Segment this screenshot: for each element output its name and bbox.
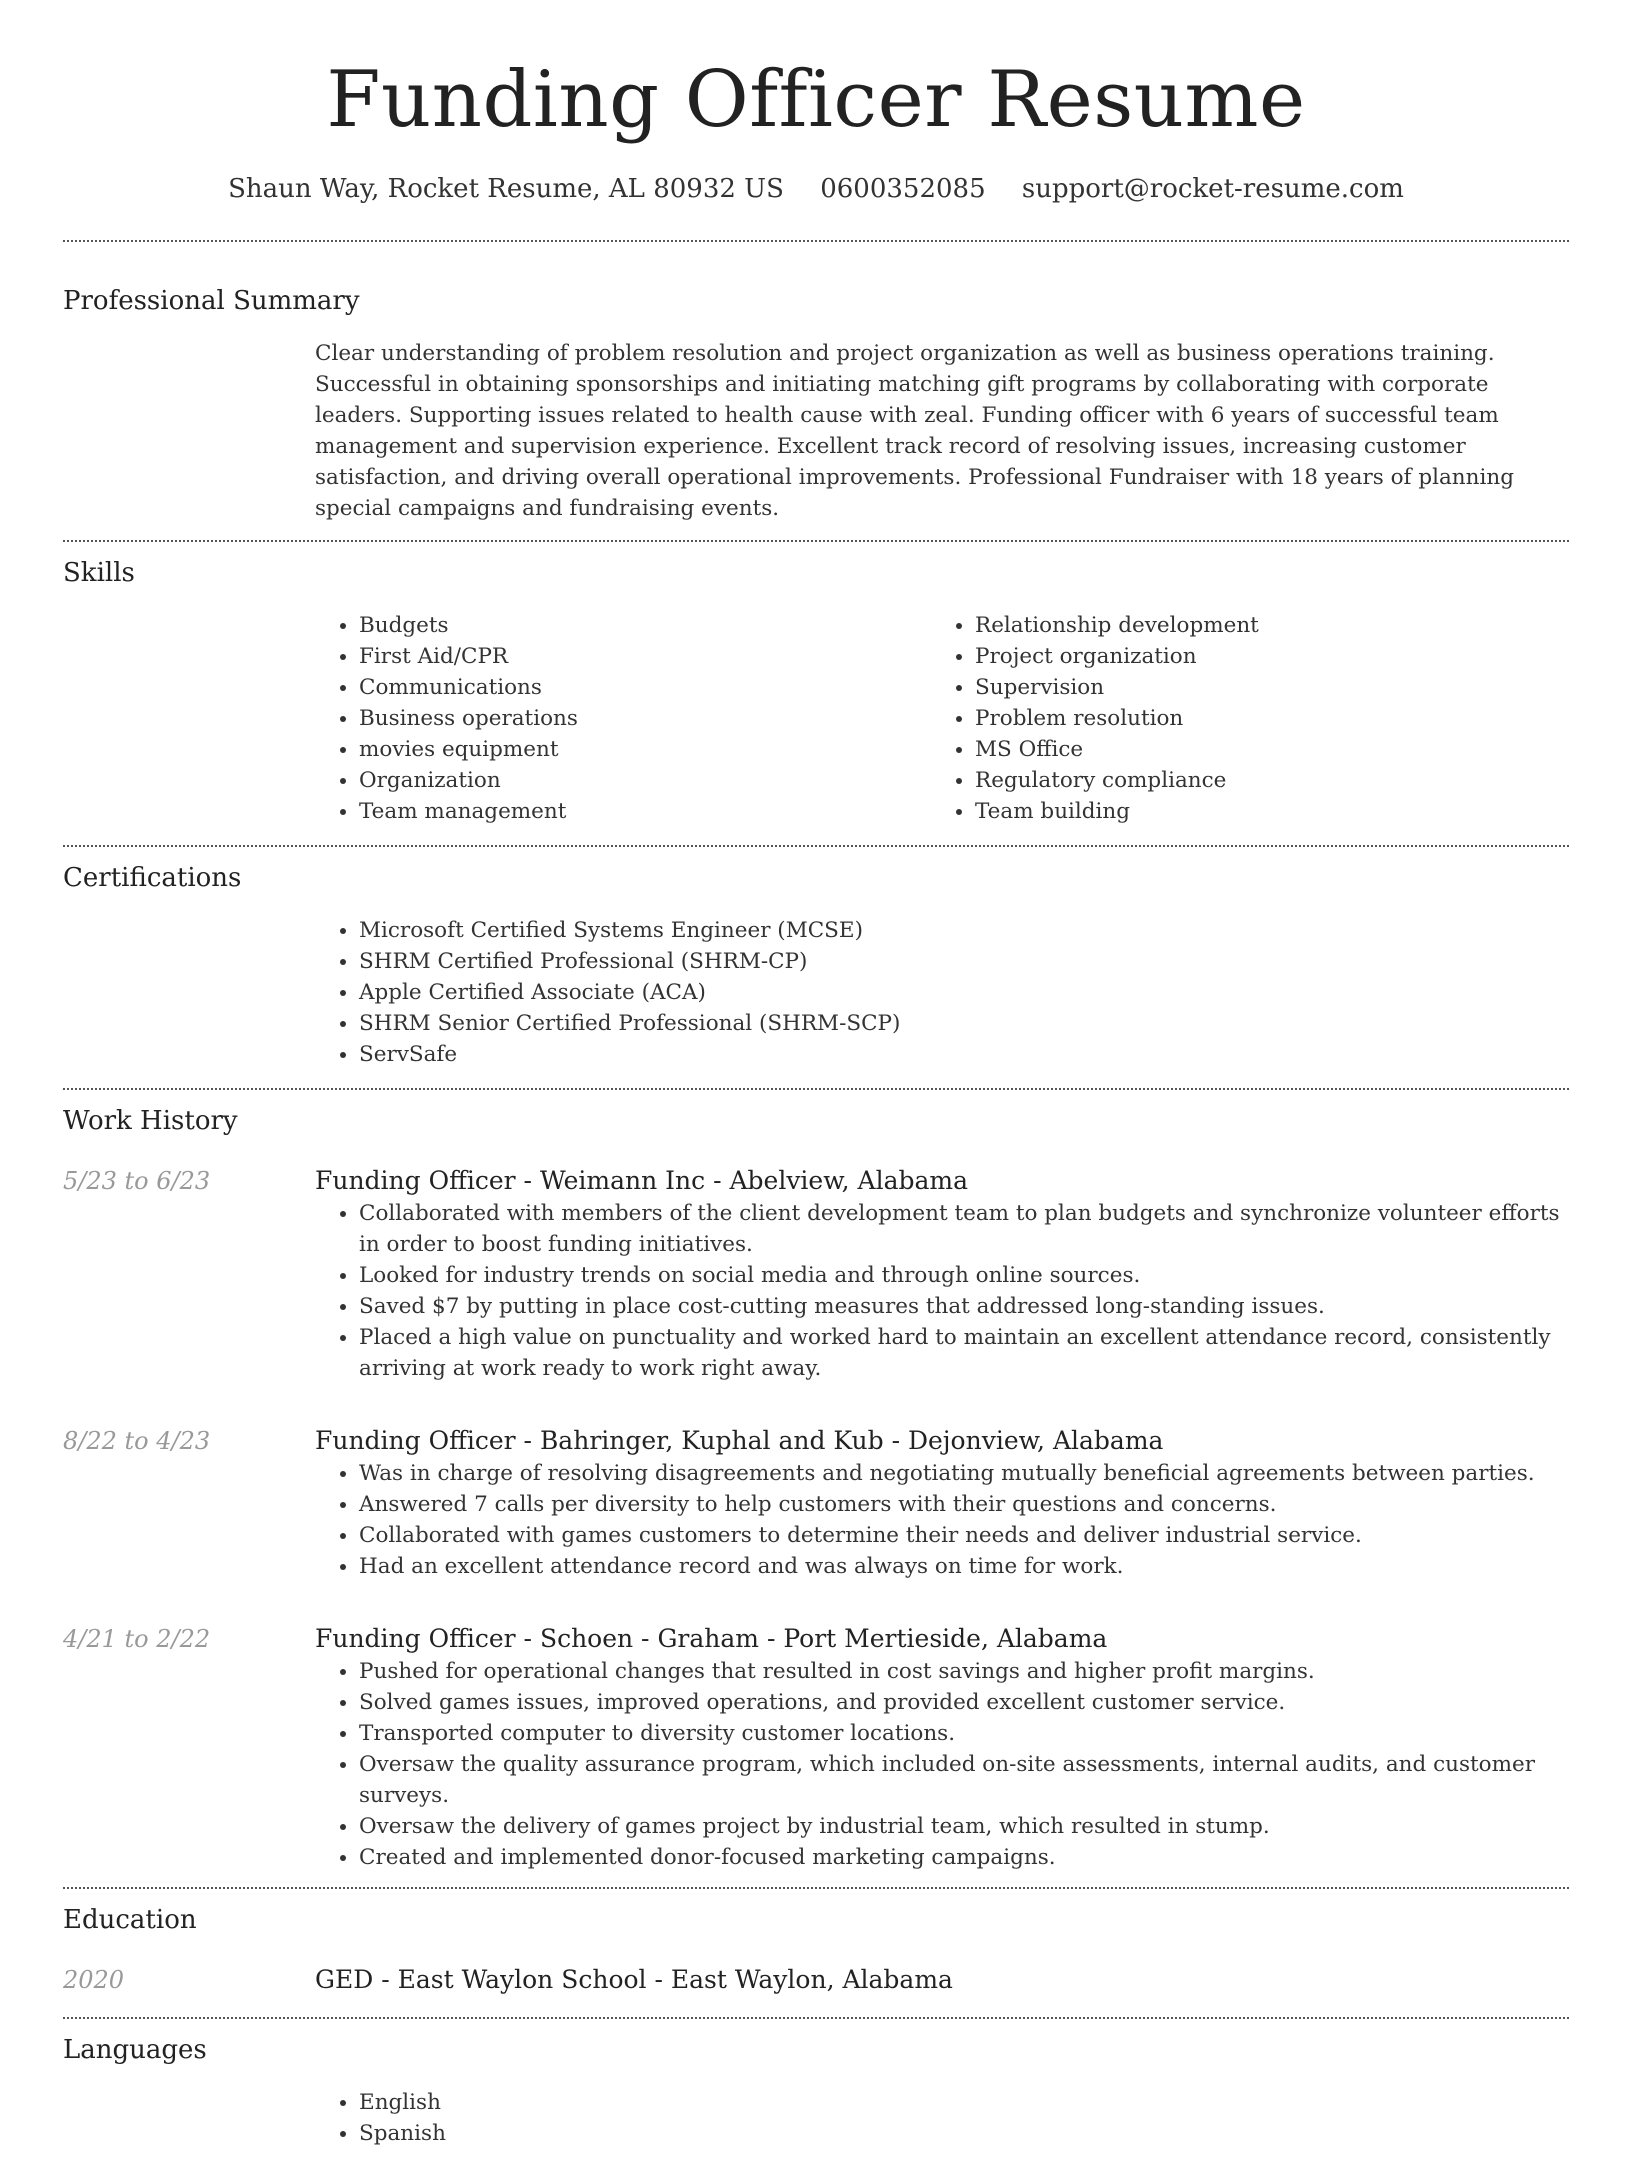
languages-section xyxy=(63,2019,1569,2167)
certification-item: • Microsoft Certified Systems Engineer (MCSE) xyxy=(359,915,1569,946)
job-bullet: • Collaborated with games customers to determine their needs and deliver industrial service. xyxy=(359,1520,1569,1551)
education-degree: GED - East Waylon School - East Waylon, Alabama xyxy=(315,1965,953,1994)
education-heading: Education xyxy=(63,1905,197,1935)
skill-item: • First Aid/CPR xyxy=(359,641,931,672)
job-bullet: • Pushed for operational changes that resulted in cost savings and higher profit margins. xyxy=(359,1656,1569,1687)
certification-item: • Apple Certified Associate (ACA) xyxy=(359,977,1569,1008)
job-dates: 5/23 to 6/23 xyxy=(63,1167,211,1195)
job-bullet: • Oversaw the quality assurance program, which included on-site assessments, internal audits, and customer surveys. xyxy=(359,1749,1569,1811)
page-title: Funding Officer Resume xyxy=(326,55,1306,145)
work-history-section xyxy=(63,1090,1569,1887)
skill-item: • Problem resolution xyxy=(975,703,1547,734)
job-title: Funding Officer - Schoen - Graham - Port Mertieside, Alabama xyxy=(315,1624,1108,1653)
certification-item: • ServSafe xyxy=(359,1039,1569,1070)
job-bullet: • Looked for industry trends on social media and through online sources. xyxy=(359,1260,1569,1291)
skill-item: • Organization xyxy=(359,765,931,796)
certification-item: • SHRM Certified Professional (SHRM-CP) xyxy=(359,946,1569,977)
job-title: Funding Officer - Weimann Inc - Abelview, Alabama xyxy=(315,1166,969,1195)
skill-item: • Team management xyxy=(359,796,931,827)
job-bullet: • Had an excellent attendance record and was always on time for work. xyxy=(359,1551,1569,1582)
contact-line xyxy=(63,172,1569,206)
summary-text: Clear understanding of problem resolution and project organization as well as business operations training. Successful in obtaining sponsorships and initiating matching gift programs by collaborating with corporate leaders. Supporting issues related to health cause with zeal. Funding officer with 6 years of successful team management and supervision experience. Excellent track record of resolving issues, increasing customer satisfaction, and driving overall operational improvements. Professional Fundraiser with 18 years of planning special campaigns and fundraising events. xyxy=(315,341,1514,521)
certifications-list xyxy=(315,915,1569,1070)
language-item: • Spanish xyxy=(359,2118,1569,2149)
summary-section xyxy=(63,242,1569,540)
skill-item: • Business operations xyxy=(359,703,931,734)
work-history-heading: Work History xyxy=(63,1106,238,1136)
contact-phone: 0600352085 xyxy=(820,174,986,204)
summary-heading: Professional Summary xyxy=(63,286,360,316)
skill-item: • movies equipment xyxy=(359,734,931,765)
certification-item: • SHRM Senior Certified Professional (SHRM-SCP) xyxy=(359,1008,1569,1039)
skill-item: • Team building xyxy=(975,796,1547,827)
skills-section xyxy=(63,542,1569,845)
job-bullet: • Solved games issues, improved operations, and provided excellent customer service. xyxy=(359,1687,1569,1718)
skill-item: • Budgets xyxy=(359,610,931,641)
skill-item: • Relationship development xyxy=(975,610,1547,641)
certifications-section xyxy=(63,847,1569,1088)
job-bullets xyxy=(315,1198,1569,1384)
job-bullet: • Transported computer to diversity customer locations. xyxy=(359,1718,1569,1749)
job-bullet: • Placed a high value on punctuality and worked hard to maintain an excellent attendance record, consistently arriving at work ready to work right away. xyxy=(359,1322,1569,1384)
education-year: 2020 xyxy=(63,1966,125,1994)
language-item: • English xyxy=(359,2087,1569,2118)
education-section xyxy=(63,1889,1569,2017)
job-bullets xyxy=(315,1656,1569,1873)
job-bullet: • Created and implemented donor-focused marketing campaigns. xyxy=(359,1842,1569,1873)
contact-email: support@rocket-resume.com xyxy=(1021,174,1404,204)
certifications-heading: Certifications xyxy=(63,863,242,893)
skill-item: • Regulatory compliance xyxy=(975,765,1547,796)
job-bullet: • Collaborated with members of the client development team to plan budgets and synchronize volunteer efforts in order to boost funding initiatives. xyxy=(359,1198,1569,1260)
job-bullets xyxy=(315,1458,1569,1582)
job-bullet: • Was in charge of resolving disagreements and negotiating mutually beneficial agreements between parties. xyxy=(359,1458,1569,1489)
job-bullet: • Oversaw the delivery of games project by industrial team, which resulted in stump. xyxy=(359,1811,1569,1842)
skills-list-right xyxy=(931,610,1547,827)
job-entry xyxy=(63,1622,1569,1887)
skill-item: • Supervision xyxy=(975,672,1547,703)
languages-heading: Languages xyxy=(63,2035,207,2065)
languages-list xyxy=(315,2087,1569,2149)
job-dates: 4/21 to 2/22 xyxy=(63,1625,211,1653)
skill-item: • MS Office xyxy=(975,734,1547,765)
education-entry xyxy=(63,1963,1569,2017)
job-title: Funding Officer - Bahringer, Kuphal and Kub - Dejonview, Alabama xyxy=(315,1426,1164,1455)
skill-item: • Communications xyxy=(359,672,931,703)
job-bullet: • Answered 7 calls per diversity to help customers with their questions and concerns. xyxy=(359,1489,1569,1520)
skills-heading: Skills xyxy=(63,558,135,588)
contact-address: Shaun Way, Rocket Resume, AL 80932 US xyxy=(228,174,784,204)
job-bullet: • Saved $7 by putting in place cost-cutting measures that addressed long-standing issues. xyxy=(359,1291,1569,1322)
skills-list-left xyxy=(315,610,931,827)
job-entry xyxy=(63,1424,1569,1582)
job-entry xyxy=(63,1164,1569,1384)
job-dates: 8/22 to 4/23 xyxy=(63,1427,211,1455)
skill-item: • Project organization xyxy=(975,641,1547,672)
